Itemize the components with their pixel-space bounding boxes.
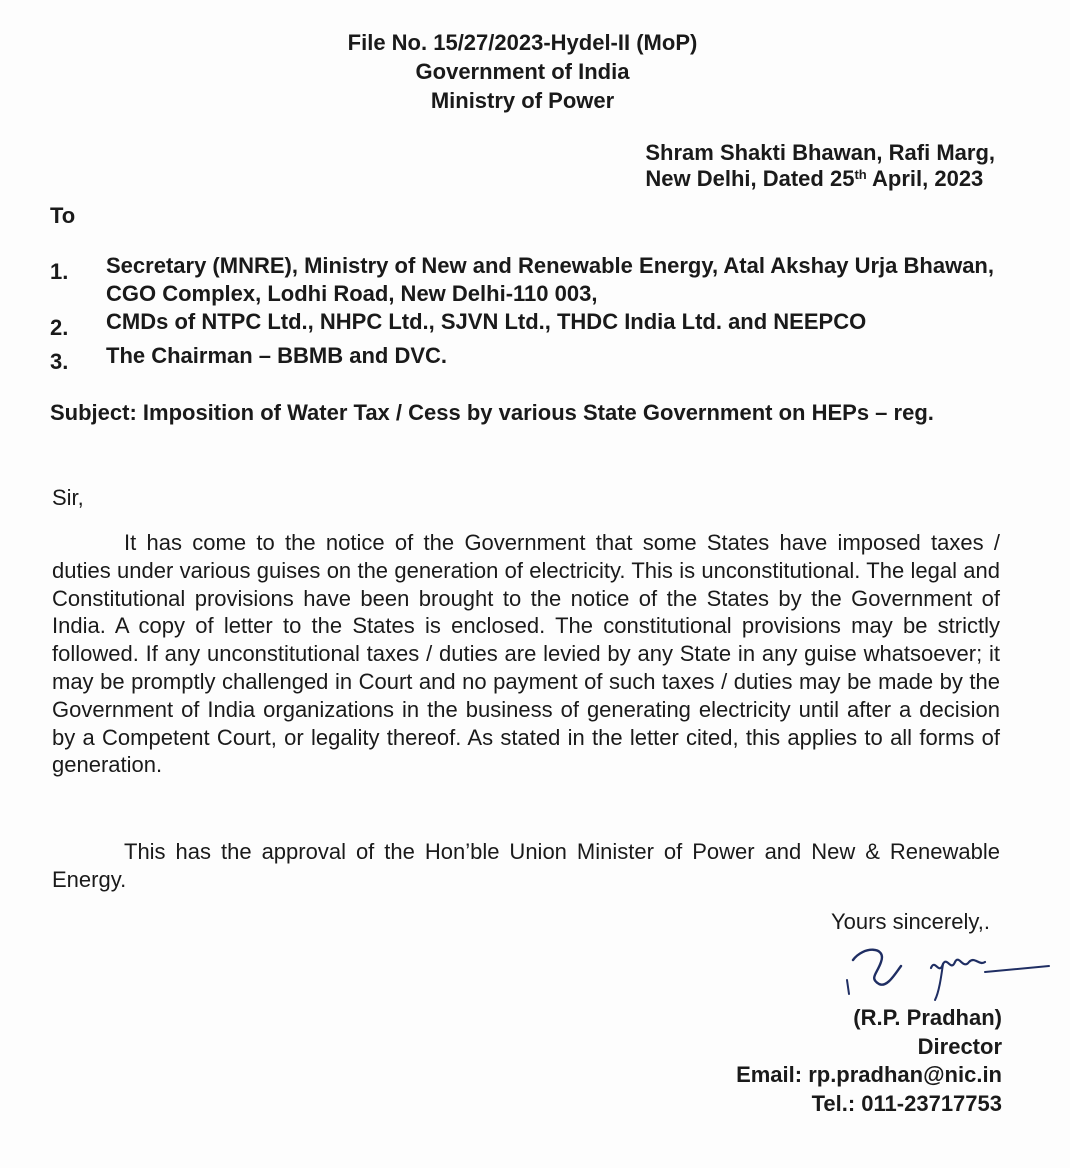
letter-header (0, 28, 1045, 115)
signatory-name: (R.P. Pradhan) (853, 1005, 1002, 1030)
recipient-list (50, 252, 1010, 376)
ministry-name: Ministry of Power (430, 88, 615, 113)
signatory-telephone: Tel.: 011-23717753 (811, 1090, 1002, 1116)
recipient-text: Secretary (MNRE), Ministry of New and Renewable Energy, Atal Akshay Urja Bhawan, CGO Complex, Lodhi Road, New Delhi-110 003, (106, 253, 994, 306)
subject-line: Subject: Imposition of Water Tax / Cess by various State Government on HEPs – reg. (50, 400, 934, 425)
date-line (645, 166, 995, 192)
handwritten-signature (835, 938, 1055, 1008)
signatory-designation: Director (917, 1033, 1002, 1059)
recipient-item (50, 342, 1010, 376)
body-paragraph: This has the approval of the Hon’ble Union Minister of Power and New & Renewable Energy. (52, 839, 1000, 892)
salutation: Sir, (52, 485, 84, 510)
closing-text: Yours sincerely,. (831, 909, 990, 934)
date-prefix: New Delhi, Dated 25 (645, 166, 855, 191)
recipient-number: 3. (50, 349, 69, 374)
file-number: File No. 15/27/2023-Hydel-II (MoP) (347, 30, 698, 55)
to-label: To (50, 203, 76, 228)
recipient-text: CMDs of NTPC Ltd., NHPC Ltd., SJVN Ltd., THDC India Ltd. and NEEPCO (106, 309, 867, 334)
signatory-email: Email: rp.pradhan@nic.in (736, 1062, 1002, 1087)
recipient-item (50, 252, 1010, 308)
signatory-block (736, 1004, 1002, 1118)
recipient-text: The Chairman – BBMB and DVC. (106, 343, 448, 368)
government-name: Government of India (415, 59, 630, 84)
date-suffix: April, 2023 (866, 166, 984, 191)
recipient-number: 2. (50, 315, 69, 340)
recipient-item (50, 308, 1010, 342)
address-line: Shram Shakti Bhawan, Rafi Marg, (645, 140, 995, 165)
sender-address (645, 140, 995, 192)
date-superscript: th (854, 167, 867, 182)
body-paragraph: It has come to the notice of the Government that some States have imposed taxes / duties under various guises on the generation of electricity. This is unconstitutional. The legal and Constitutional provisions have been brought to the notice of the States by the Government of India. A copy of letter to the States is enclosed. The constitutional provisions may be strictly followed. If any unconstitutional taxes / duties are levied by any State in any guise whatsoever; it may be promptly challenged in Court and no payment of such taxes / duties may be made by the Government of India organizations in the business of generating electricity until after a decision by a Competent Court, or legality thereof. As stated in the letter cited, this applies to all forms of generation. (52, 530, 1000, 778)
recipient-number: 1. (50, 259, 69, 284)
